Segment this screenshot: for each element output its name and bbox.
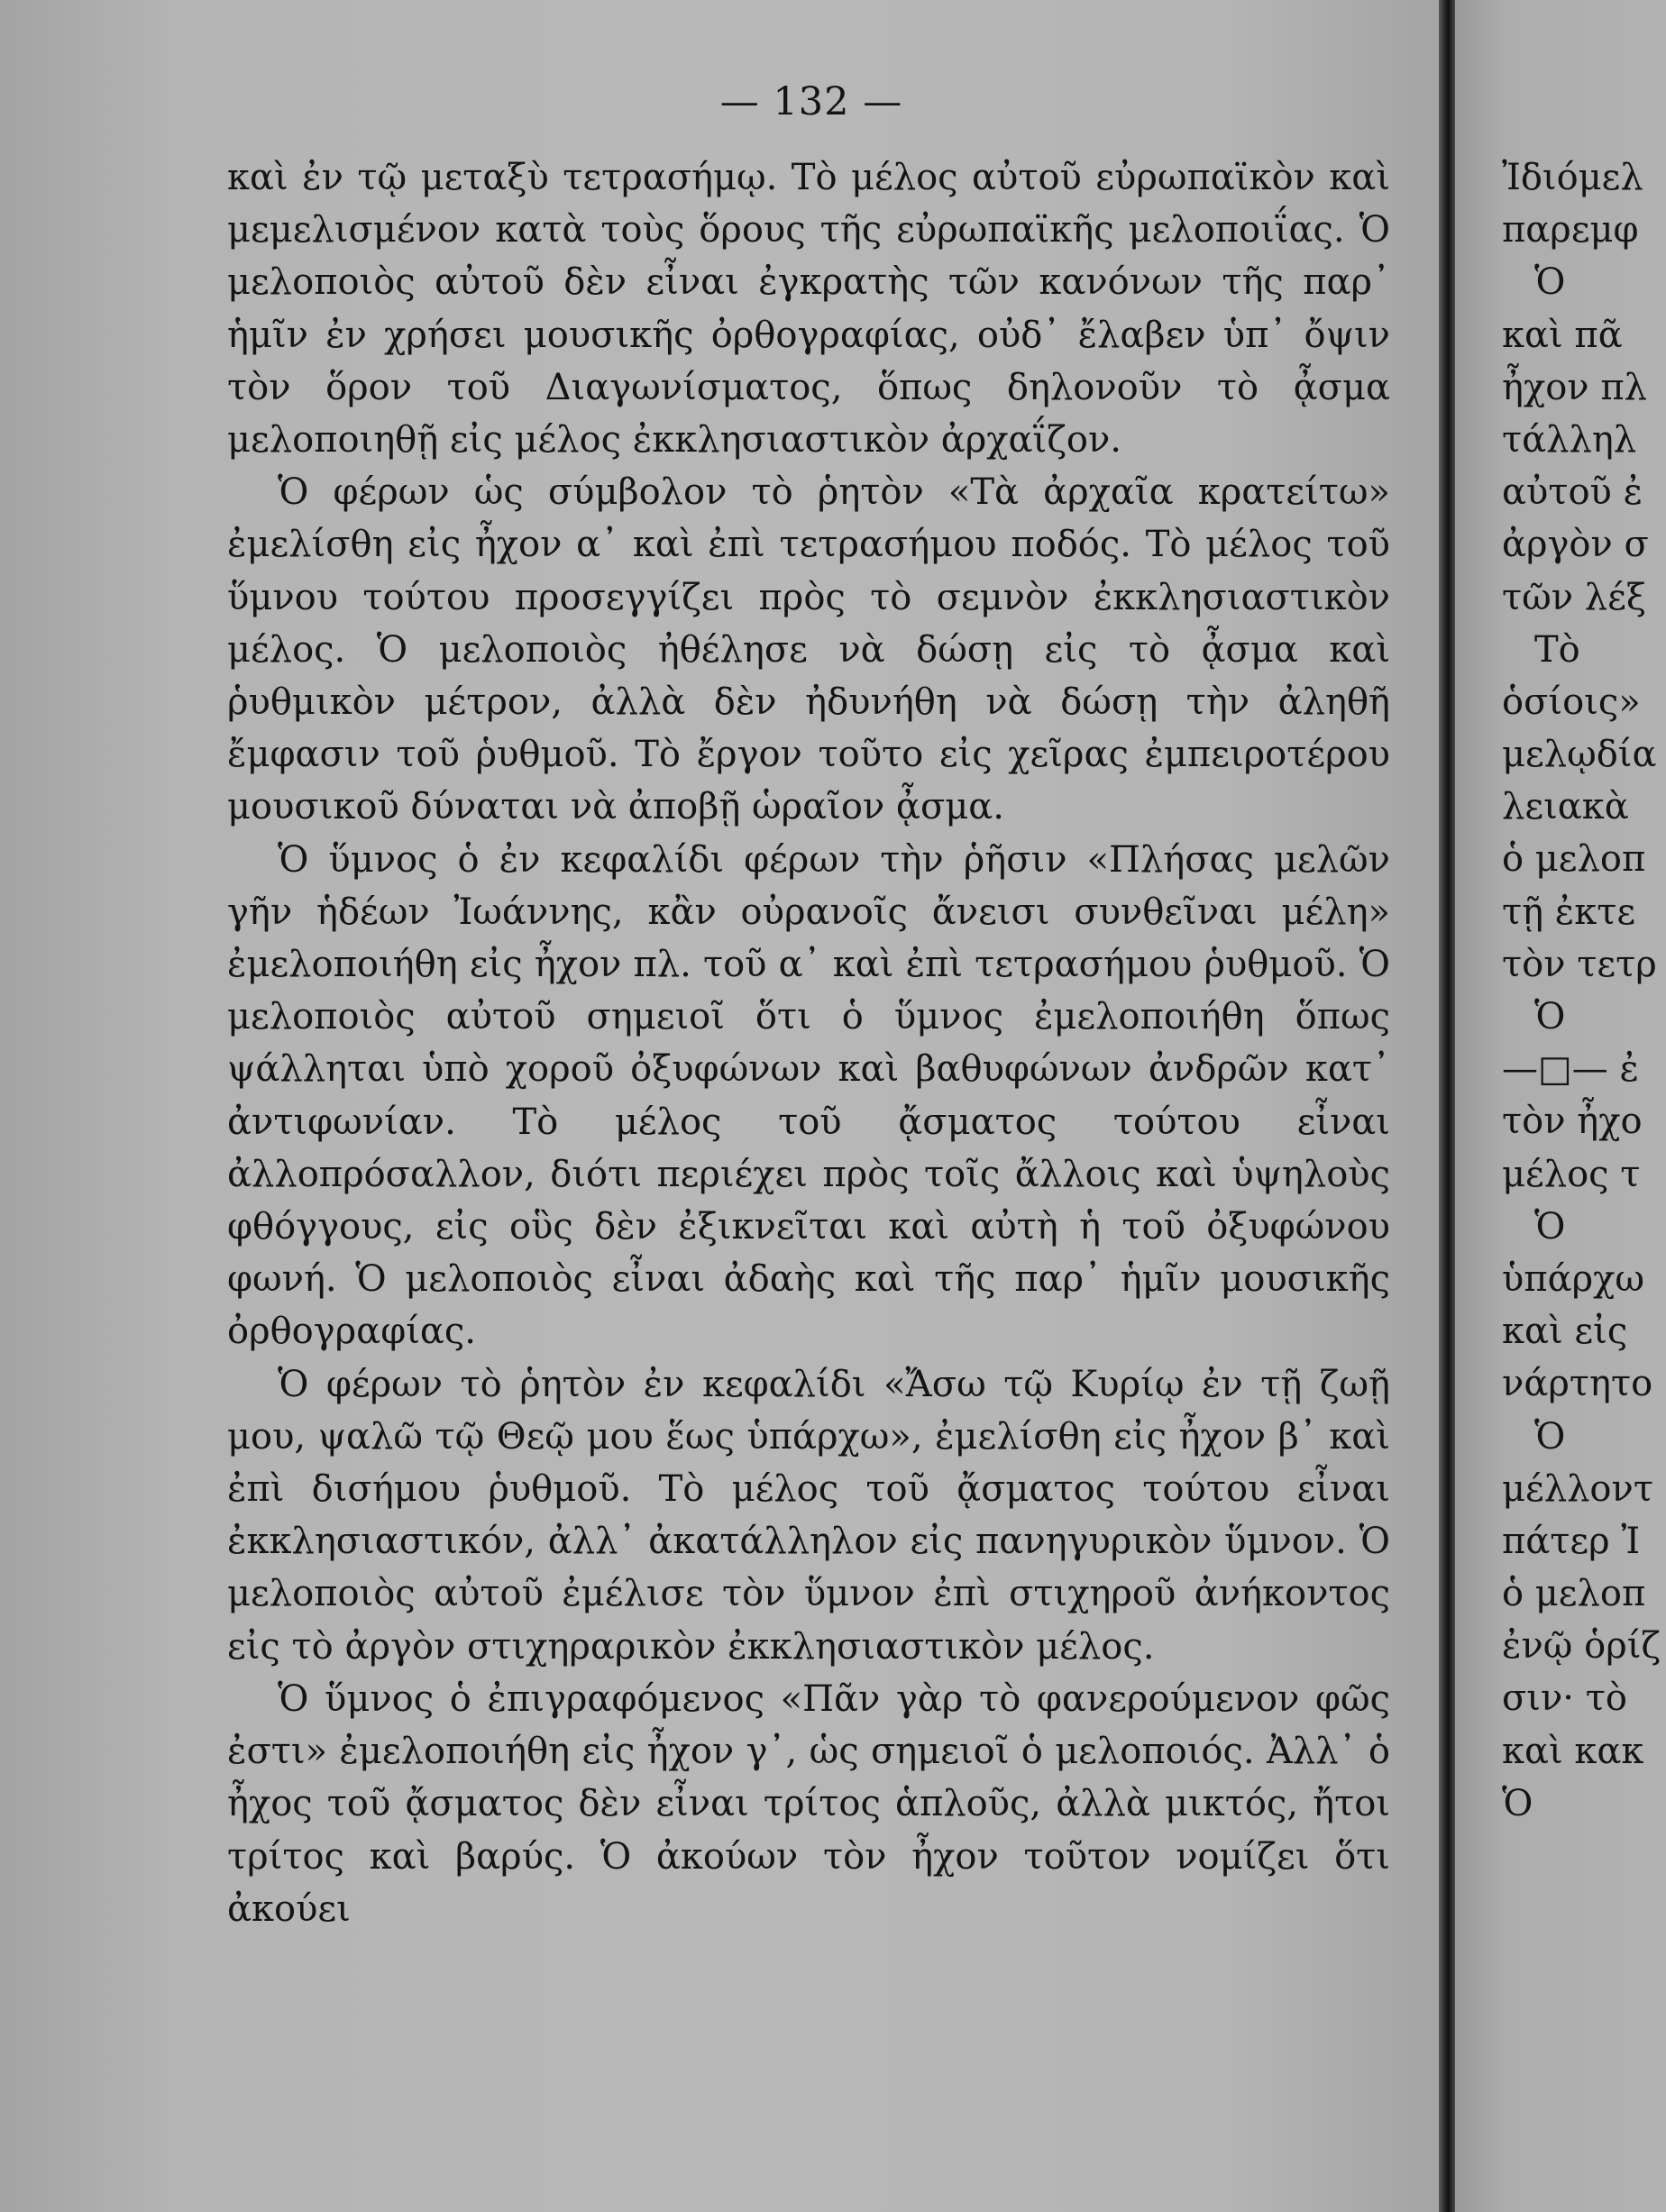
- right-page-line: τὸν ἦχο: [1502, 1101, 1643, 1143]
- right-page-line: —□— ἐ: [1502, 1048, 1639, 1091]
- paragraph-1: καὶ ἐν τῷ μεταξὺ τετρασήμῳ. Τὸ μέλος αὐτοῦ εὐρωπαϊκὸν καὶ μεμελισμένον κατὰ τοὺς ὅρους τῆς εὐρωπαϊκῆς μελοποιΐας. Ὁ μελοποιὸς αὐτοῦ δὲν εἶναι ἐγκρατὴς τῶν κανόνων τῆς παρ᾽ ἡμῖν ἐν χρήσει μουσικῆς ὀρθογραφίας, οὐδ᾽ ἔλαβεν ὑπ᾽ ὄψιν τὸν ὅρον τοῦ Διαγωνίσματος, ὅπως δηλονοῦν τὸ ᾆσμα μελοποιηθῇ εἰς μέλος ἐκκλησιαστικὸν ἀρχαΐζον.: [227, 157, 1390, 462]
- book-gutter: [1439, 0, 1455, 2212]
- right-page-line: Ὁ: [1534, 1415, 1566, 1458]
- right-page-line: Ὁ: [1502, 1782, 1533, 1824]
- right-page-line: παρεμφ: [1502, 209, 1639, 251]
- right-page-line: σιν· τὸ: [1502, 1677, 1627, 1720]
- paragraph-2: Ὁ φέρων ὡς σύμβολον τὸ ῥητὸν «Τὰ ἀρχαῖα κρατείτω» ἐμελίσθη εἰς ἦχον α᾽ καὶ ἐπὶ τετρασήμου ποδός. Τὸ μέλος τοῦ ὕμνου τούτου προσεγγίζει πρὸς τὸ σεμνὸν ἐκκλησιαστικὸν μέλος. Ὁ μελοποιὸς ἠθέλησε νὰ δώσῃ εἰς τὸ ᾆσμα καὶ ῥυθμικὸν μέτρον, ἀλλὰ δὲν ἠδυνήθη νὰ δώσῃ τὴν ἀληθῆ ἔμφασιν τοῦ ῥυθμοῦ. Τὸ ἔργον τοῦτο εἰς χεῖρας ἐμπειροτέρου μουσικοῦ δύναται νὰ ἀποβῇ ὡραῖον ᾆσμα.: [227, 471, 1390, 828]
- right-page-line: τῇ ἐκτε: [1502, 891, 1636, 933]
- right-page-line: Ὁ: [1534, 1205, 1566, 1248]
- right-page-line: τὸν τετρ: [1502, 943, 1657, 985]
- right-page-line: τάλληλ: [1502, 418, 1637, 461]
- right-page-line: καὶ πᾶ: [1502, 314, 1623, 356]
- page-number: — 132 —: [719, 79, 903, 124]
- right-page-line: ἐνῷ ὁρίζ: [1502, 1625, 1661, 1668]
- right-page-line: ὁ μελοπ: [1502, 838, 1646, 881]
- right-page-line: ὁ μελοπ: [1502, 1573, 1646, 1615]
- right-page-line: μελῳδία: [1502, 734, 1657, 776]
- body-text: [227, 151, 1390, 1935]
- right-page-fragment: [1455, 0, 1666, 2212]
- right-page-line: ἀργὸν σ: [1502, 524, 1649, 566]
- paragraph-4: Ὁ φέρων τὸ ῥητὸν ἐν κεφαλίδι «Ἄσω τῷ Κυρίῳ ἐν τῇ ζωῇ μου, ψαλῶ τῷ Θεῷ μου ἕως ὑπάρχω», ἐμελίσθη εἰς ἦχον β᾽ καὶ ἐπὶ δισήμου ῥυθμοῦ. Τὸ μέλος τοῦ ᾄσματος τούτου εἶναι ἐκκλησιαστικόν, ἀλλ᾽ ἀκατάλληλον εἰς πανηγυρικὸν ὕμνον. Ὁ μελοποιὸς αὐτοῦ ἐμέλισε τὸν ὕμνον ἐπὶ στιχηροῦ ἀνήκοντος εἰς τὸ ἀργὸν στιχηραρικὸν ἐκκλησιαστικὸν μέλος.: [227, 1363, 1390, 1668]
- right-page-text: [1502, 151, 1666, 1830]
- right-page-line: καὶ κακ: [1502, 1730, 1644, 1772]
- right-page-line: μέλος τ: [1502, 1153, 1641, 1195]
- right-page-line: αὐτοῦ ἐ: [1502, 471, 1643, 514]
- right-page-line: ἦχον πλ: [1502, 366, 1647, 408]
- right-page-line: Τὸ: [1534, 628, 1580, 671]
- right-page-line: λειακὰ: [1502, 786, 1629, 828]
- right-page-line: καὶ εἰς: [1502, 1311, 1628, 1353]
- right-page-line: νάρτητο: [1502, 1363, 1653, 1405]
- right-page-line: τῶν λέξ: [1502, 576, 1646, 618]
- right-page-line: Ἰδιόμελ: [1502, 157, 1643, 198]
- paragraph-3: Ὁ ὕμνος ὁ ἐν κεφαλίδι φέρων τὴν ῥῆσιν «Πλήσας μελῶν γῆν ἡδέων Ἰωάννης, κἂν οὐρανοῖς ἄνεισι συνθεῖναι μέλη» ἐμελοποιήθη εἰς ἦχον πλ. τοῦ α᾽ καὶ ἐπὶ τετρασήμου ῥυθμοῦ. Ὁ μελοποιὸς αὐτοῦ σημειοῖ ὅτι ὁ ὕμνος ἐμελοποιήθη ὅπως ψάλληται ὑπὸ χοροῦ ὀξυφώνων καὶ βαθυφώνων ἀνδρῶν κατ᾽ ἀντιφωνίαν. Τὸ μέλος τοῦ ᾄσματος τούτου εἶναι ἀλλοπρόσαλλον, διότι περιέχει πρὸς τοῖς ἄλλοις καὶ ὑψηλοὺς φθόγγους, εἰς οὓς δὲν ἐξικνεῖται καὶ αὐτὴ ἡ τοῦ ὀξυφώνου φωνή. Ὁ μελοποιὸς εἶναι ἀδαὴς καὶ τῆς παρ᾽ ἡμῖν μουσικῆς ὀρθογραφίας.: [227, 838, 1390, 1353]
- paragraph-5: Ὁ ὕμνος ὁ ἐπιγραφόμενος «Πᾶν γὰρ τὸ φανερούμενον φῶς ἐστι» ἐμελοποιήθη εἰς ἦχον γ᾽, ὡς σημειοῖ ὁ μελοποιός. Ἀλλ᾽ ὁ ἦχος τοῦ ᾄσματος δὲν εἶναι τρίτος ἁπλοῦς, ἀλλὰ μικτός, ἤτοι τρίτος καὶ βαρύς. Ὁ ἀκούων τὸν ἦχον τοῦτον νομίζει ὅτι ἀκούει: [227, 1677, 1390, 1930]
- right-page-line: πάτερ Ἰ: [1502, 1520, 1641, 1562]
- right-page-line: ὁσίοις»: [1502, 681, 1641, 723]
- right-page-line: ὑπάρχω: [1502, 1257, 1644, 1300]
- right-page-line: Ὁ: [1534, 996, 1566, 1037]
- right-page-line: Ὁ: [1534, 261, 1566, 304]
- right-page-line: μέλλοντ: [1502, 1467, 1653, 1510]
